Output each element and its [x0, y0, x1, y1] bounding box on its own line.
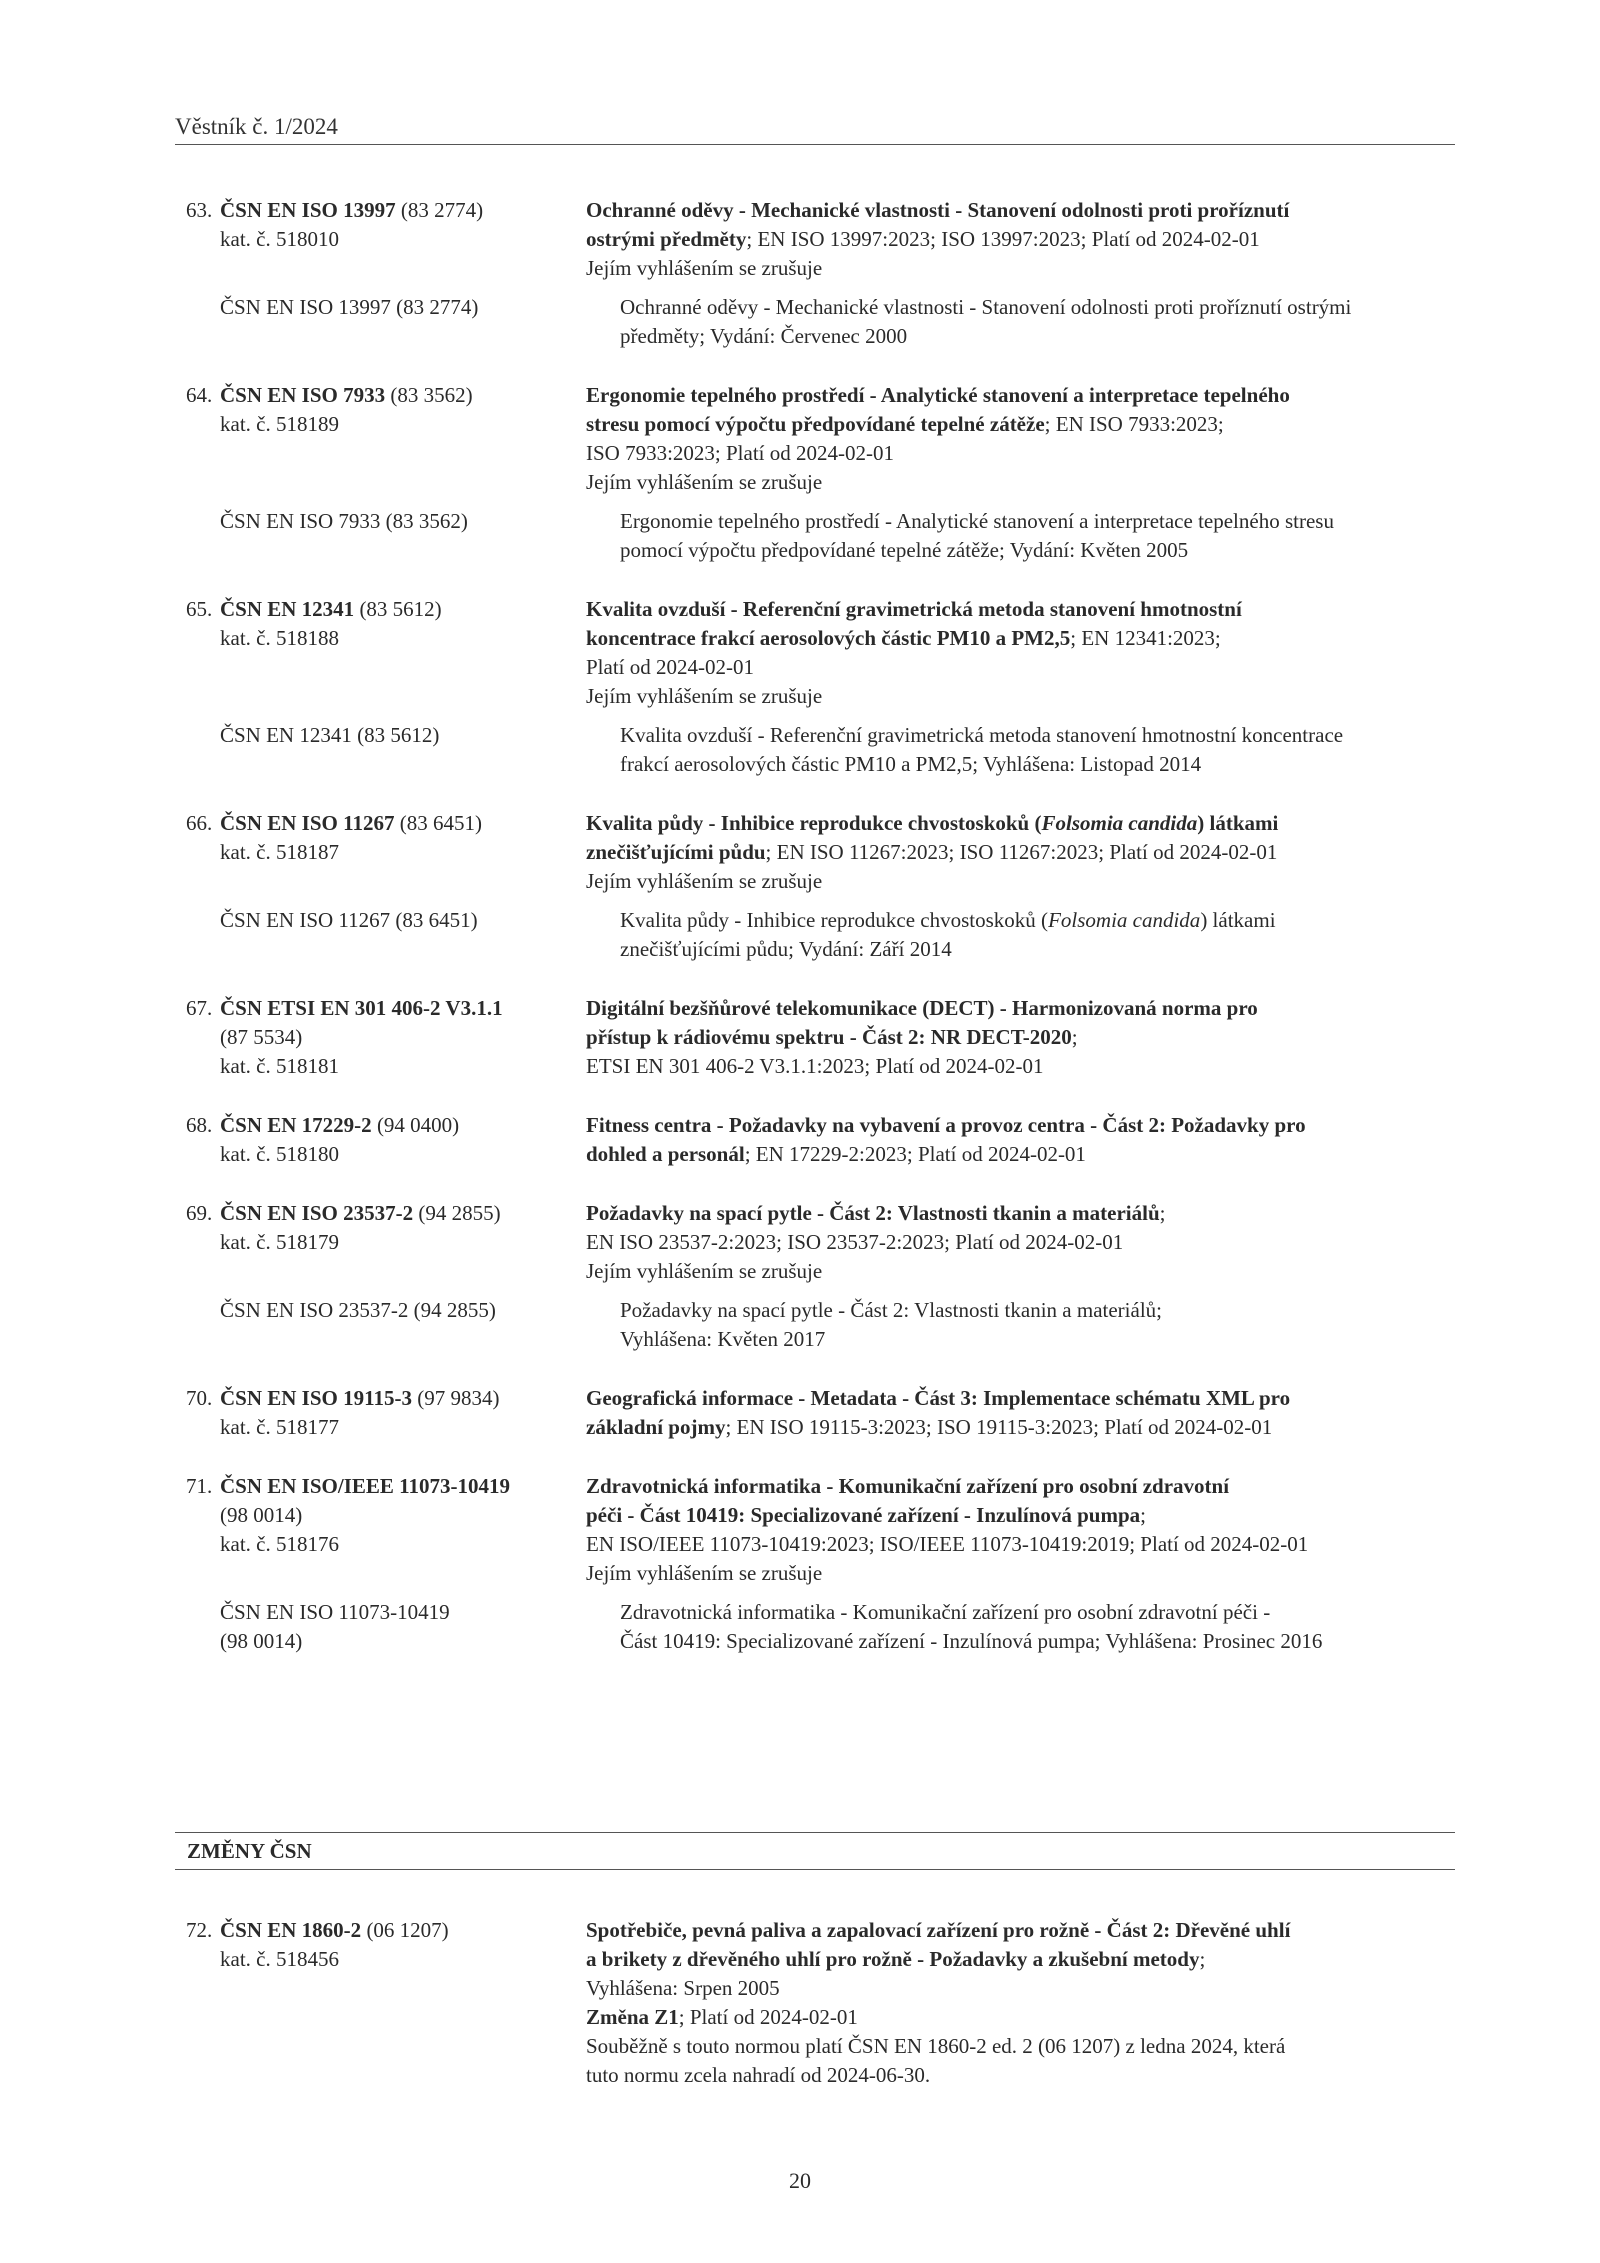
class-code: (06 1207) — [361, 1918, 449, 1942]
bulletin-title: Věstník č. 1/2024 — [175, 114, 338, 139]
entry-identifier — [186, 1384, 586, 1442]
title-line-text: frakcí aerosolových částic PM10 a PM2,5; Vyhlášena: Listopad 2014 — [620, 752, 1202, 776]
entry-identifier — [186, 809, 586, 896]
replaced-standard — [186, 906, 1436, 964]
replaced-identifier — [186, 906, 620, 964]
replaced-id-line: ČSN EN ISO 13997 (83 2774) — [220, 295, 479, 319]
catalog-number: kat. č. 518010 — [220, 227, 339, 251]
replaced-description — [620, 906, 1436, 964]
title-line-text: péči - Část 10419: Specializované zařízení - Inzulínová pumpa — [586, 1503, 1141, 1527]
catalog-number: kat. č. 518177 — [220, 1415, 339, 1439]
entry-number: 72. — [186, 1918, 213, 1942]
standard-title — [586, 597, 1242, 621]
standard-title — [586, 811, 1278, 835]
standard-entry — [186, 1472, 1436, 1656]
standard-id: ČSN EN 12341 — [220, 597, 355, 621]
standard-details: ; — [1159, 1201, 1166, 1225]
replaced-description — [620, 507, 1436, 565]
standard-description — [586, 1916, 1436, 2090]
class-code: (94 0400) — [371, 1113, 460, 1137]
entry-block — [186, 1916, 1436, 2090]
entry-block — [186, 809, 1436, 896]
catalog-number: kat. č. 518179 — [220, 1230, 339, 1254]
replaced-id-line: (98 0014) — [220, 1629, 303, 1653]
entry-identifier — [186, 994, 586, 1081]
title-line-text: znečišťujícími půdu; Vydání: Září 2014 — [620, 937, 952, 961]
standard-details: ; EN ISO 11267:2023; ISO 11267:2023; Platí od 2024-02-01 — [765, 840, 1278, 864]
standard-description — [586, 1384, 1436, 1442]
standard-title — [586, 1142, 745, 1166]
standard-title — [586, 1201, 1160, 1225]
note-line: tuto normu zcela nahradí od 2024-06-30. — [586, 2063, 931, 2087]
standard-title — [586, 1386, 1290, 1410]
standards-list — [186, 196, 1436, 1686]
standard-details: ; EN ISO 19115-3:2023; ISO 19115-3:2023; Platí od 2024-02-01 — [725, 1415, 1273, 1439]
title-line-text: ostrými předměty — [586, 227, 747, 251]
detail-line: Jejím vyhlášením se zrušuje — [586, 1259, 823, 1283]
standard-description — [586, 381, 1436, 497]
standard-title — [586, 1474, 1229, 1498]
standard-description — [586, 196, 1436, 283]
class-code: (94 2855) — [413, 1201, 501, 1225]
page-number: 20 — [789, 2168, 811, 2193]
standard-title — [586, 198, 1289, 222]
standard-title — [586, 412, 1045, 436]
standard-entry — [186, 196, 1436, 351]
title-line-text: Požadavky na spací pytle - Část 2: Vlastnosti tkanin a materiálů — [586, 1201, 1160, 1225]
title-line-text: Požadavky na spací pytle - Část 2: Vlastnosti tkanin a materiálů; — [620, 1298, 1162, 1322]
detail-line: Jejím vyhlášením se zrušuje — [586, 470, 823, 494]
catalog-number: kat. č. 518176 — [220, 1532, 339, 1556]
entry-number: 67. — [186, 996, 213, 1020]
replaced-identifier — [186, 721, 620, 779]
page-header — [175, 112, 1455, 145]
detail-line: Jejím vyhlášením se zrušuje — [586, 1561, 823, 1585]
standard-title — [586, 1918, 1290, 1942]
entry-block — [186, 1199, 1436, 1286]
replaced-id-line: ČSN EN ISO 23537-2 (94 2855) — [220, 1298, 496, 1322]
standard-entry — [186, 381, 1436, 565]
standard-id: ČSN ETSI EN 301 406-2 V3.1.1 — [220, 996, 503, 1020]
standard-id: ČSN EN ISO/IEEE 11073-10419 — [220, 1474, 510, 1498]
standard-title — [586, 227, 746, 251]
detail-line: Jejím vyhlášením se zrušuje — [586, 869, 823, 893]
catalog-number: kat. č. 518180 — [220, 1142, 339, 1166]
replaced-id-line: ČSN EN ISO 11267 (83 6451) — [220, 908, 478, 932]
replaced-standard — [186, 507, 1436, 565]
catalog-number: kat. č. 518181 — [220, 1054, 339, 1078]
standard-title — [586, 996, 1258, 1020]
standard-details: ; EN ISO 7933:2023; — [1044, 412, 1224, 436]
detail-line: Vyhlášena: Srpen 2005 — [586, 1976, 780, 2000]
note-line: Souběžně s touto normou platí ČSN EN 1860-2 ed. 2 (06 1207) z ledna 2024, která — [586, 2034, 1286, 2058]
amendment-details: ; Platí od 2024-02-01 — [678, 2005, 858, 2029]
detail-line: Jejím vyhlášením se zrušuje — [586, 684, 823, 708]
entry-identifier — [186, 196, 586, 283]
replaced-description — [620, 293, 1436, 351]
section-header — [175, 1832, 1455, 1870]
class-code: (83 5612) — [354, 597, 442, 621]
entry-block — [186, 1472, 1436, 1588]
standard-description — [586, 994, 1436, 1081]
entry-identifier — [186, 1199, 586, 1286]
catalog-number: (98 0014) — [220, 1503, 303, 1527]
standard-title — [586, 383, 1290, 407]
replaced-identifier — [186, 507, 620, 565]
catalog-number: (87 5534) — [220, 1025, 303, 1049]
standard-title — [586, 1503, 1140, 1527]
standard-entry — [186, 1199, 1436, 1354]
standard-entry — [186, 1384, 1436, 1442]
entry-identifier — [186, 1472, 586, 1588]
entry-number: 63. — [186, 198, 213, 222]
title-line-text: dohled a personál — [586, 1142, 745, 1166]
replaced-id-line: ČSN EN 12341 (83 5612) — [220, 723, 440, 747]
replaced-identifier — [186, 293, 620, 351]
standard-entry — [186, 994, 1436, 1081]
entry-block — [186, 595, 1436, 711]
amendment-line — [586, 2003, 1436, 2032]
standard-id: ČSN EN ISO 7933 — [220, 383, 386, 407]
title-line-text: Zdravotnická informatika - Komunikační zařízení pro osobní zdravotní — [586, 1474, 1230, 1498]
title-line-text: Kvalita půdy - Inhibice reprodukce chvostoskoků (Folsomia candida) látkami — [586, 811, 1279, 835]
standard-title — [586, 626, 1070, 650]
replaced-identifier — [186, 1598, 620, 1656]
replaced-id-line: ČSN EN ISO 7933 (83 3562) — [220, 509, 468, 533]
standard-title — [586, 840, 766, 864]
title-line-text: Kvalita ovzduší - Referenční gravimetrická metoda stanovení hmotnostní koncentrace — [620, 723, 1344, 747]
title-line-text: Zdravotnická informatika - Komunikační zařízení pro osobní zdravotní péči - — [620, 1600, 1271, 1624]
catalog-number: kat. č. 518187 — [220, 840, 339, 864]
title-line-text: Kvalita půdy - Inhibice reprodukce chvostoskoků (Folsomia candida) látkami — [620, 908, 1276, 932]
class-code: (83 6451) — [394, 811, 482, 835]
standard-id: ČSN EN ISO 13997 — [220, 198, 396, 222]
entry-number: 68. — [186, 1113, 213, 1137]
standard-details: ; EN ISO 13997:2023; ISO 13997:2023; Platí od 2024-02-01 — [746, 227, 1260, 251]
standard-title — [586, 1415, 725, 1439]
entry-block — [186, 1384, 1436, 1442]
entry-number: 70. — [186, 1386, 213, 1410]
standard-entry — [186, 595, 1436, 779]
standard-entry — [186, 809, 1436, 964]
title-line-text: a brikety z dřevěného uhlí pro rožně - Požadavky a zkušební metody — [586, 1947, 1200, 1971]
standard-title — [586, 1025, 1072, 1049]
replaced-id-line: ČSN EN ISO 11073-10419 — [220, 1600, 450, 1624]
title-line-text: základní pojmy — [586, 1415, 726, 1439]
standard-id: ČSN EN ISO 11267 — [220, 811, 395, 835]
title-line-text: Vyhlášena: Květen 2017 — [620, 1327, 826, 1351]
title-line-text: Ergonomie tepelného prostředí - Analytické stanovení a interpretace tepelného stresu — [620, 509, 1334, 533]
replaced-description — [620, 1296, 1436, 1354]
catalog-number: kat. č. 518456 — [220, 1947, 339, 1971]
title-line-text: stresu pomocí výpočtu předpovídané tepelné zátěže — [586, 412, 1045, 436]
entry-number: 64. — [186, 383, 213, 407]
detail-line: Jejím vyhlášením se zrušuje — [586, 256, 823, 280]
amendment-label: Změna Z1 — [586, 2005, 679, 2029]
replaced-identifier — [186, 1296, 620, 1354]
standard-description — [586, 1472, 1436, 1588]
standard-description — [586, 595, 1436, 711]
title-line-text: pomocí výpočtu předpovídané tepelné zátěže; Vydání: Květen 2005 — [620, 538, 1189, 562]
detail-line: EN ISO 23537-2:2023; ISO 23537-2:2023; Platí od 2024-02-01 — [586, 1230, 1124, 1254]
class-code: (83 3562) — [385, 383, 473, 407]
class-code: (97 9834) — [411, 1386, 500, 1410]
standard-description — [586, 809, 1436, 896]
entry-block — [186, 381, 1436, 497]
entry-block — [186, 1111, 1436, 1169]
detail-line: EN ISO/IEEE 11073-10419:2023; ISO/IEEE 11073-10419:2019; Platí od 2024-02-01 — [586, 1532, 1309, 1556]
detail-line: ISO 7933:2023; Platí od 2024-02-01 — [586, 441, 894, 465]
title-line-text: Spotřebiče, pevná paliva a zapalovací zařízení pro rožně - Část 2: Dřevěné uhlí — [586, 1918, 1291, 1942]
entry-number: 69. — [186, 1201, 213, 1225]
replaced-standard — [186, 1296, 1436, 1354]
standard-description — [586, 1199, 1436, 1286]
title-line-text: předměty; Vydání: Červenec 2000 — [620, 324, 908, 348]
standard-details: ; EN 17229-2:2023; Platí od 2024-02-01 — [744, 1142, 1086, 1166]
replaced-standard — [186, 293, 1436, 351]
standard-details: ; EN 12341:2023; — [1070, 626, 1221, 650]
replaced-description — [620, 1598, 1436, 1656]
standard-id: ČSN EN ISO 19115-3 — [220, 1386, 412, 1410]
class-code: (83 2774) — [395, 198, 484, 222]
entry-number: 71. — [186, 1474, 213, 1498]
title-line-text: Ochranné oděvy - Mechanické vlastnosti - Stanovení odolnosti proti proříznutí ostrými — [620, 295, 1352, 319]
title-line-text: Fitness centra - Požadavky na vybavení a provoz centra - Část 2: Požadavky pro — [586, 1113, 1306, 1137]
standard-entry — [186, 1111, 1436, 1169]
standard-id: ČSN EN ISO 23537-2 — [220, 1201, 414, 1225]
catalog-number: kat. č. 518189 — [220, 412, 339, 436]
title-line-text: Ergonomie tepelného prostředí - Analytické stanovení a interpretace tepelného — [586, 383, 1290, 407]
section-title: ZMĚNY ČSN — [187, 1839, 312, 1863]
title-line-text: Geografická informace - Metadata - Část 3: Implementace schématu XML pro — [586, 1386, 1291, 1410]
entry-number: 66. — [186, 811, 213, 835]
standard-id: ČSN EN 1860-2 — [220, 1918, 362, 1942]
entry-identifier — [186, 595, 586, 711]
standard-details: ; — [1199, 1947, 1206, 1971]
changes-list — [186, 1916, 1436, 2120]
standard-entry — [186, 1916, 1436, 2090]
replaced-standard — [186, 1598, 1436, 1656]
title-line-text: koncentrace frakcí aerosolových částic PM10 a PM2,5 — [586, 626, 1071, 650]
title-line-text: znečišťujícími půdu — [586, 840, 766, 864]
entry-number: 65. — [186, 597, 213, 621]
standard-title — [586, 1113, 1306, 1137]
title-line-text: Kvalita ovzduší - Referenční gravimetrická metoda stanovení hmotnostní — [586, 597, 1242, 621]
replaced-description — [620, 721, 1436, 779]
entry-block — [186, 196, 1436, 283]
detail-line: Platí od 2024-02-01 — [586, 655, 754, 679]
entry-identifier — [186, 1916, 586, 2090]
entry-identifier — [186, 1111, 586, 1169]
replaced-standard — [186, 721, 1436, 779]
standard-title — [586, 1947, 1199, 1971]
entry-identifier — [186, 381, 586, 497]
catalog-number: kat. č. 518188 — [220, 626, 339, 650]
title-line-text: Digitální bezšňůrové telekomunikace (DECT) - Harmonizovaná norma pro — [586, 996, 1258, 1020]
standard-id: ČSN EN 17229-2 — [220, 1113, 372, 1137]
standard-details: ; — [1140, 1503, 1146, 1527]
entry-block — [186, 994, 1436, 1081]
title-line-text: Ochranné oděvy - Mechanické vlastnosti - Stanovení odolnosti proti proříznutí — [586, 198, 1290, 222]
title-line-text: přístup k rádiovému spektru - Část 2: NR DECT-2020 — [586, 1025, 1072, 1049]
standard-details: ; — [1071, 1025, 1078, 1049]
detail-line: ETSI EN 301 406-2 V3.1.1:2023; Platí od 2024-02-01 — [586, 1054, 1044, 1078]
standard-description — [586, 1111, 1436, 1169]
title-line-text: Část 10419: Specializované zařízení - Inzulínová pumpa; Vyhlášena: Prosinec 2016 — [620, 1629, 1323, 1653]
